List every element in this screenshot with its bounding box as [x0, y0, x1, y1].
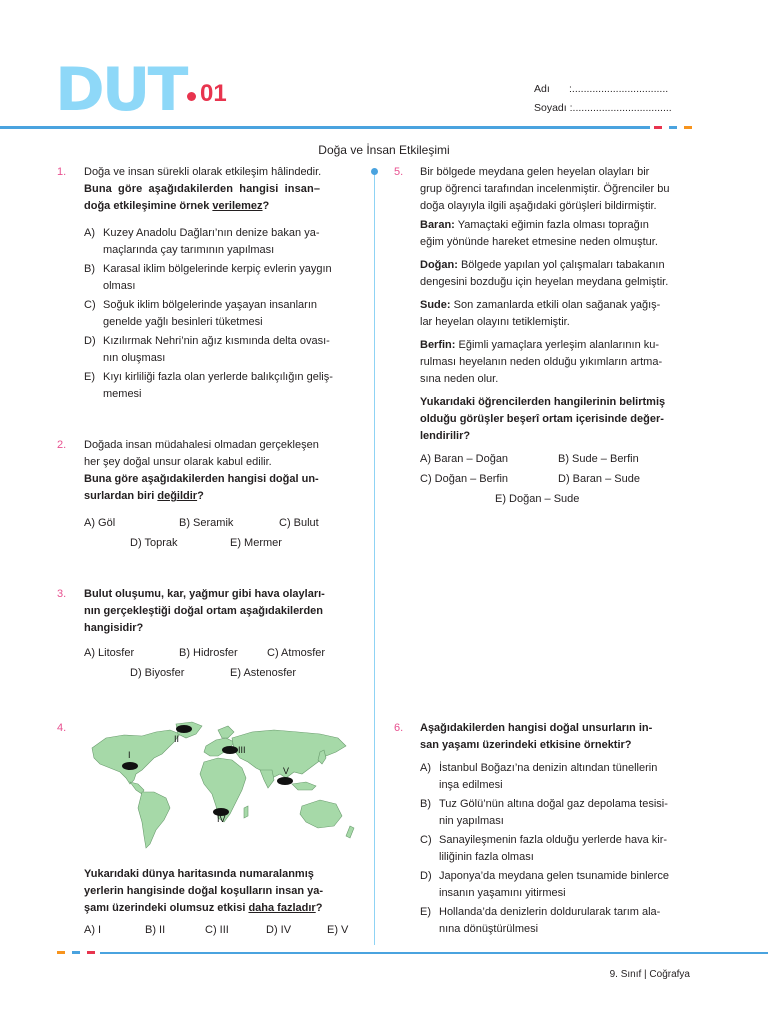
map-marker-v — [277, 777, 293, 785]
question-5-prompt-line1: Yukarıdaki öğrencilerden hangilerinin belirtmiş — [420, 396, 666, 408]
question-1-stem: Doğa ve insan sürekli olarak etkileşim hâlindedir. — [84, 166, 322, 178]
question-3 — [84, 586, 356, 637]
question-1-option-b[interactable]: B) Karasal iklim bölgelerinde kerpiç evlerin yaygın olması — [84, 263, 332, 292]
question-5-prompt-line3: lendirilir? — [420, 430, 471, 442]
bottom-dash-orange — [57, 951, 65, 954]
question-2 — [84, 437, 356, 505]
question-3-prompt-line3: hangisidir? — [84, 622, 144, 634]
opinion-dogan: Doğan: Bölgede yapılan yol çalışmaları tabakanın dengesini bozduğu için heyelan meydana gelmiştir. — [420, 259, 669, 288]
question-3-option-a[interactable]: A) Litosfer — [84, 647, 135, 659]
question-1-option-e[interactable]: E) Kıyı kirliliği fazla olan yerlerde balıkçılığın geliş- memesi — [84, 371, 333, 400]
page-title: Doğa ve İnsan Etkileşimi — [318, 143, 450, 157]
question-1 — [84, 164, 356, 215]
opinion-sude: Sude: Son zamanlarda etkili olan sağanak yağış- lar heyelan olayını tetiklemiştir. — [420, 299, 661, 328]
india-shape — [260, 770, 274, 788]
question-4-prompt-line3: şamı üzerindeki olumsuz etkisi daha fazladır? — [84, 902, 323, 914]
question-3-prompt-line1: Bulut oluşumu, kar, yağmur gibi hava olayları- — [84, 588, 325, 600]
question-6-option-e[interactable]: E) Hollanda’da denizlerin doldurularak tarım ala- nına dönüştürülmesi — [420, 906, 661, 935]
question-1-prompt-line1: Buna göre aşağıdakilerden hangisi insan– — [84, 183, 321, 195]
question-6-option-d[interactable]: D) Japonya’da meydana gelen tsunamide binlerce insanın yaşamını yitirmesi — [420, 870, 669, 899]
question-5-stem-line2: grup öğrenci tarafından incelenmiştir. Öğrenciler bu — [420, 183, 670, 195]
question-1-option-a[interactable]: A) Kuzey Anadolu Dağları’nın denize bakan ya- maçlarında çay tarımının yapılması — [84, 227, 320, 256]
question-4-option-d[interactable]: D) IV — [266, 924, 292, 936]
column-divider — [374, 173, 375, 945]
question-3-prompt-line2: nın gerçekleştiği doğal ortam aşağıdakilerden — [84, 605, 324, 617]
question-2-option-b[interactable]: B) Seramik — [179, 517, 234, 529]
question-5-stem-line3: doğa olayıyla ilgili aşağıdaki görüşleri bildirmiştir. — [420, 200, 657, 212]
surname-field[interactable]: Soyadı :.................................. — [534, 102, 672, 114]
question-6-option-c[interactable]: C) Sanayileşmenin fazla olduğu yerlerde hava kir- liliğinin fazla olması — [420, 834, 668, 863]
map-label-iv: IV — [217, 814, 226, 824]
question-4-option-b[interactable]: B) II — [145, 924, 166, 936]
question-5-option-b[interactable]: B) Sude – Berfin — [558, 453, 639, 465]
map-label-v: V — [283, 766, 290, 776]
name-field[interactable]: :................................. — [569, 83, 669, 95]
question-3-number: 3. — [57, 588, 67, 600]
question-2-option-e[interactable]: E) Mermer — [230, 537, 282, 549]
question-5-option-e[interactable]: E) Doğan – Sude — [495, 493, 580, 505]
question-6-prompt — [420, 720, 695, 754]
opinion-berfin: Berfin: Eğimli yamaçlara yerleşim alanlarının ku- rulması heyelanın neden olduğu yıkımların artma- sına neden olur. — [420, 339, 663, 385]
question-4-option-a[interactable]: A) I — [84, 924, 102, 936]
question-6-number: 6. — [394, 722, 404, 734]
south-america-shape — [138, 792, 170, 848]
question-4-option-c[interactable]: C) III — [205, 924, 229, 936]
bottom-dash-red — [87, 951, 95, 954]
question-3-option-b[interactable]: B) Hidrosfer — [179, 647, 238, 659]
scandinavia-shape — [218, 726, 234, 738]
new-zealand-shape — [346, 826, 354, 838]
question-2-option-c[interactable]: C) Bulut — [279, 517, 319, 529]
question-3-option-d[interactable]: D) Biyosfer — [130, 667, 185, 679]
question-3-option-e[interactable]: E) Astenosfer — [230, 667, 297, 679]
bottom-dash-blue — [72, 951, 80, 954]
question-5 — [420, 164, 695, 445]
question-6-option-a[interactable]: A) İstanbul Boğazı’na denizin altından tünellerin inşa edilmesi — [420, 762, 658, 791]
map-marker-iii — [222, 746, 238, 754]
question-4-prompt-line2: yerlerin hangisinde doğal koşulların insan ya- — [84, 885, 324, 897]
question-5-option-c[interactable]: C) Doğan – Berfin — [420, 473, 509, 485]
australia-shape — [300, 800, 342, 828]
name-label: Adı — [534, 83, 550, 95]
logo-dot — [187, 92, 196, 101]
question-1-option-d[interactable]: D) Kızılırmak Nehri’nin ağız kısmında delta ovası- nın oluşması — [84, 335, 330, 364]
madagascar-shape — [244, 806, 248, 818]
question-4-number: 4. — [57, 722, 67, 734]
question-1-number: 1. — [57, 166, 67, 178]
question-6-options — [420, 760, 700, 938]
question-1-options — [84, 225, 359, 403]
question-2-stem-line1: Doğada insan müdahalesi olmadan gerçekleşen — [84, 439, 319, 451]
question-2-number: 2. — [57, 439, 67, 451]
map-marker-ii — [176, 725, 192, 733]
logo-number: 01 — [200, 80, 227, 107]
top-dash-orange — [684, 126, 692, 129]
map-label-ii: II — [174, 734, 180, 744]
question-5-number: 5. — [394, 166, 404, 178]
question-5-stem-line1: Bir bölgede meydana gelen heyelan olayları bir — [420, 166, 650, 178]
question-2-option-a[interactable]: A) Göl — [84, 517, 116, 529]
question-2-prompt-line1: Buna göre aşağıdakilerden hangisi doğal un- — [84, 473, 319, 485]
question-1-prompt-line2: doğa etkileşimine örnek verilemez? — [84, 200, 270, 212]
map-label-i: I — [128, 750, 131, 760]
top-dash-red — [654, 126, 662, 129]
logo-text: DUT — [55, 55, 186, 125]
se-asia-islands-shape — [292, 782, 316, 790]
question-6-prompt-line1: Aşağıdakilerden hangisi doğal unsurların in- — [420, 722, 653, 734]
question-2-option-d[interactable]: D) Toprak — [130, 537, 178, 549]
question-4-option-e[interactable]: E) V — [327, 924, 349, 936]
top-rule — [0, 126, 650, 129]
question-2-prompt-line2: surlardan biri değildir? — [84, 490, 204, 502]
opinion-baran: Baran: Yamaçtaki eğimin fazla olması toprağın eğim yönünde hareket etmesine neden olmuştur. — [420, 219, 658, 248]
question-5-prompt-line2: olduğu görüşler beşerî ortam içerisinde değer- — [420, 413, 664, 425]
question-5-option-d[interactable]: D) Baran – Sude — [558, 473, 640, 485]
question-2-stem-line2: her şey doğal unsur olarak kabul edilir. — [84, 456, 272, 468]
top-dash-blue — [669, 126, 677, 129]
world-map — [84, 718, 360, 858]
bottom-rule — [100, 952, 768, 954]
question-3-option-c[interactable]: C) Atmosfer — [267, 647, 326, 659]
north-america-shape — [92, 730, 180, 784]
question-1-option-c[interactable]: C) Soğuk iklim bölgelerinde yaşayan insanların genelde yağlı besinleri tüketmesi — [84, 299, 318, 328]
question-4-prompt-line1: Yukarıdaki dünya haritasında numaralanmış — [84, 868, 314, 880]
map-label-iii: III — [238, 745, 246, 755]
question-4-prompt — [84, 866, 356, 917]
footer-label: 9. Sınıf | Coğrafya — [609, 969, 690, 980]
question-6-option-b[interactable]: B) Tuz Gölü’nün altına doğal gaz depolama tesisi- nin yapılması — [420, 798, 668, 827]
question-6-prompt-line2: san yaşamı üzerindeki etkisine örnektir? — [420, 739, 632, 751]
map-marker-i — [122, 762, 138, 770]
question-5-option-a[interactable]: A) Baran – Doğan — [420, 453, 509, 465]
column-divider-dot — [371, 168, 378, 175]
